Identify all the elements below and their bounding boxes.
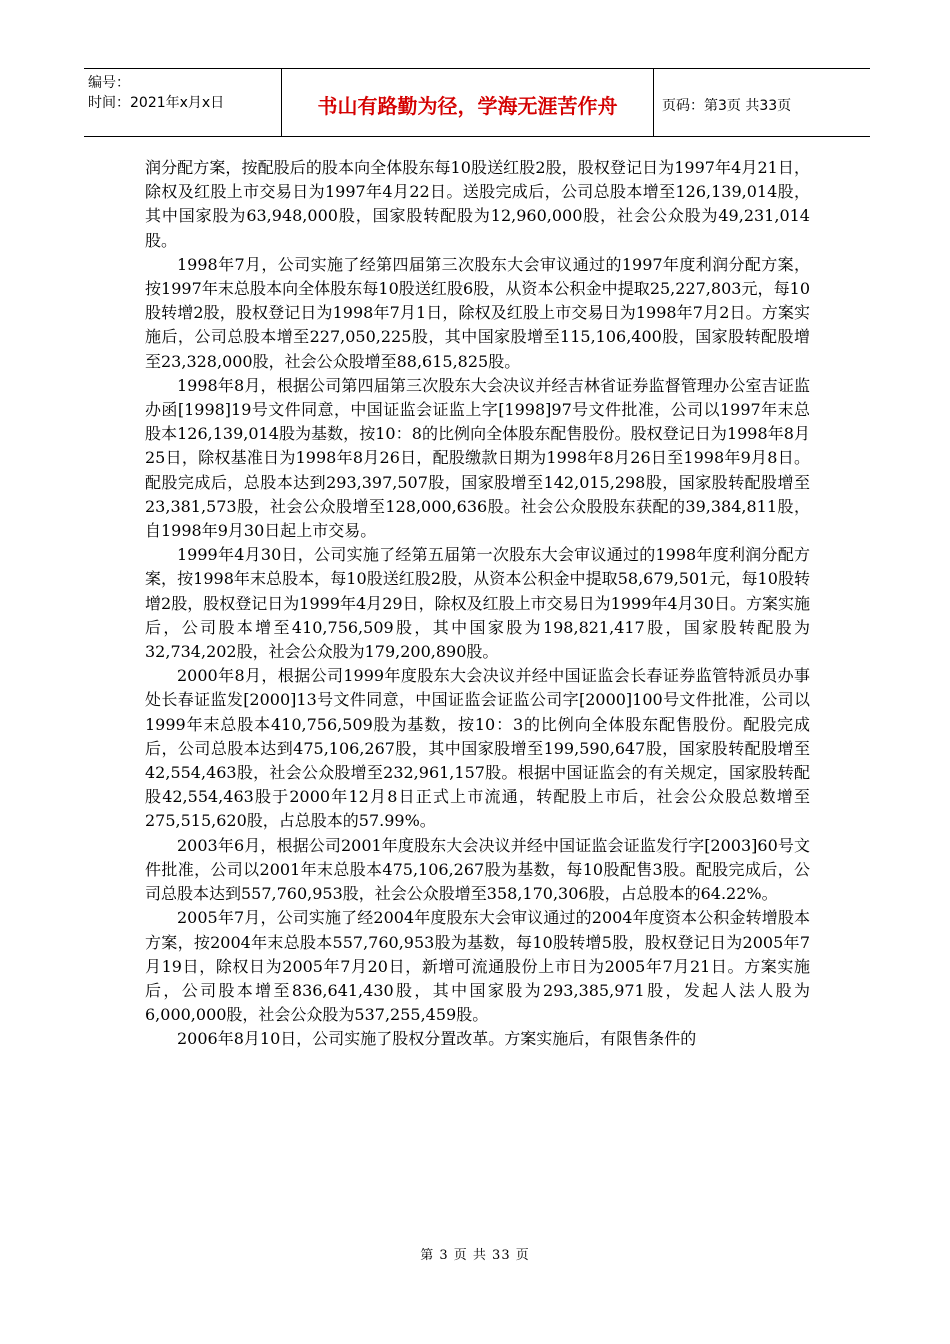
paragraph: 1998年8月，根据公司第四届第三次股东大会决议并经吉林省证券监督管理办公室吉证监办函[1998]19号文件同意，中国证监会证监上字[1998]97号文件批准，公司以1997年末总股本126,139,014股为基数，按10：8的比例向全体股东配售股份。股权登记日为1998年8月25日，除权基准日为1998年8月26日，配股缴款日期为1998年8月26日至1998年9月8日。配股完成后，总股本达到293,397,507股，国家股增至142,015,298股，国家股转配股增至23,381,573股，社会公众股增至128,000,636股。社会公众股股东获配的39,384,811股，自1998年9月30日起上市交易。 <box>145 375 810 541</box>
paragraph: 2006年8月10日，公司实施了股权分置改革。方案实施后，有限售条件的 <box>177 1029 697 1049</box>
motto-text: 书山有路勤为径，学海无涯苦作舟 <box>317 94 618 118</box>
footer-page-number: 第 3 页 共 33 页 <box>420 1248 530 1263</box>
paragraph: 润分配方案，按配股后的股本向全体股东每10股送红股2股，股权登记日为1997年4月21日，除权及红股上市交易日为1997年4月22日。送股完成后，公司总股本增至126,139,014股，其中国家股为63,948,000股，国家股转配股为12,960,000股，社会公众股为49,231,014股。 <box>145 158 810 250</box>
header-motto <box>282 69 654 136</box>
paragraph: 1999年4月30日，公司实施了经第五届第一次股东大会审议通过的1998年度利润分配方案，按1998年末总股本，每10股送红股2股，从资本公积金中提取58,679,501元，每10股转增2股，股权登记日为1999年4月29日，除权及红股上市交易日为1999年4月30日。方案实施后，公司股本增至410,756,509股，其中国家股为198,821,417股，国家股转配股为32,734,202股，社会公众股为179,200,890股。 <box>145 545 810 662</box>
time-label: 时间：2021年x月x日 <box>88 95 225 111</box>
paragraph: 1998年7月，公司实施了经第四届第三次股东大会审议通过的1997年度利润分配方案，按1997年末总股本向全体股东每10股送红股6股，从资本公积金中提取25,227,803元，每10股转增2股，股权登记日为1998年7月1日，除权及红股上市交易日为1998年7月2日。方案实施后，公司总股本增至227,050,225股，其中国家股增至115,106,400股，国家股转配股增至23,328,000股，社会公众股增至88,615,825股。 <box>145 254 810 371</box>
document-body <box>145 156 810 1052</box>
page-label: 页码：第3页 共33页 <box>662 97 792 114</box>
header-page <box>654 69 870 136</box>
page-footer <box>0 1244 950 1263</box>
page-header <box>84 68 870 137</box>
paragraph: 2000年8月，根据公司1999年度股东大会决议并经中国证监会长春证券监管特派员办事处长春证监发[2000]13号文件同意，中国证监会证监公司字[2000]100号文件批准，公司以1999年末总股本410,756,509股为基数，按10：3的比例向全体股东配售股份。配股完成后，公司总股本达到475,106,267股，其中国家股增至199,590,647股，国家股转配股增至42,554,463股，社会公众股增至232,961,157股。根据中国证监会的有关规定，国家股转配股42,554,463股于2000年12月8日正式上市流通，转配股上市后，社会公众股总数增至275,515,620股，占总股本的57.99%。 <box>145 666 810 831</box>
code-label: 编号： <box>88 75 130 91</box>
header-meta <box>84 69 282 136</box>
paragraph: 2005年7月，公司实施了经2004年度股东大会审议通过的2004年度资本公积金转增股本方案，按2004年末总股本557,760,953股为基数，每10股转增5股，股权登记日为2005年7月19日，除权日为2005年7月20日，新增可流通股份上市日为2005年7月21日。方案实施后，公司股本增至836,641,430股，其中国家股为293,385,971股，发起人法人股为6,000,000股，社会公众股为537,255,459股。 <box>145 908 810 1025</box>
paragraph: 2003年6月，根据公司2001年度股东大会决议并经中国证监会证监发行字[2003]60号文件批准，公司以2001年末总股本475,106,267股为基数，每10股配售3股。配股完成后，公司总股本达到557,760,953股，社会公众股增至358,170,306股，占总股本的64.22%。 <box>145 835 810 904</box>
